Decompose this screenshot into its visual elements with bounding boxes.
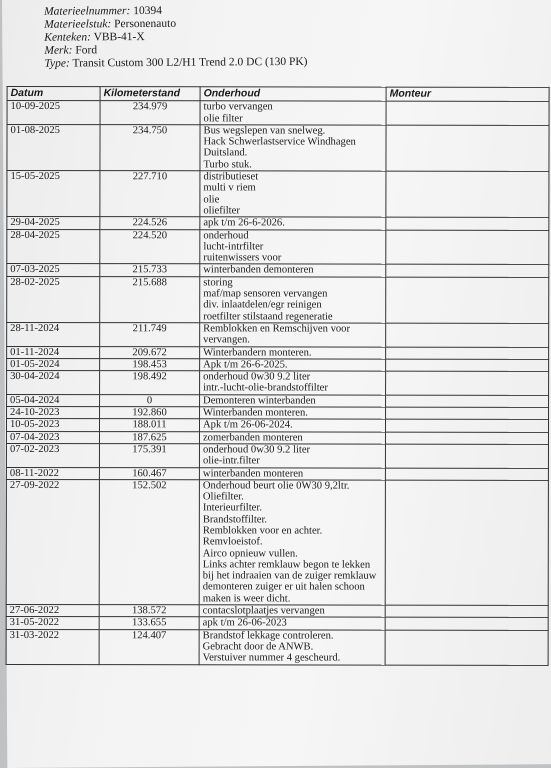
cell-monteur <box>386 171 549 217</box>
cell-onderhoud <box>200 229 386 264</box>
cell-monteur <box>386 125 549 171</box>
table-row <box>7 264 549 277</box>
cell-datum: 27-06-2022 <box>6 605 99 617</box>
onderhoud-line: olie-intr.filter <box>202 455 260 467</box>
cell-monteur <box>385 605 548 618</box>
cell-monteur <box>386 371 549 395</box>
cell-onderhoud <box>199 419 385 432</box>
onderhoud-line: Winterbanden monteren. <box>203 407 308 419</box>
cell-datum: 28-02-2025 <box>7 276 100 322</box>
merk-label: Merk: <box>44 44 73 57</box>
materieelstuk-label: Materieelstuk: <box>44 18 112 31</box>
table-row <box>7 346 549 359</box>
table-body <box>6 101 549 665</box>
table-row <box>7 124 549 171</box>
col-header-datum: Datum <box>7 86 100 100</box>
onderhoud-line: vervangen. <box>203 334 250 346</box>
cell-kilometerstand: 124.407 <box>99 629 199 664</box>
col-header-onderhoud: Onderhoud <box>200 87 386 102</box>
cell-monteur <box>386 323 549 347</box>
cell-datum: 29-04-2025 <box>7 217 100 229</box>
onderhoud-line: storing <box>203 277 233 289</box>
table-row <box>7 171 549 218</box>
maintenance-table-wrap <box>6 86 549 665</box>
type-label: Type: <box>44 57 70 70</box>
onderhoud-line: Apk t/m 26-06-2024. <box>202 419 293 431</box>
cell-monteur <box>385 617 548 630</box>
cell-onderhoud <box>200 395 386 408</box>
cell-monteur <box>385 480 548 606</box>
table-row <box>7 217 549 230</box>
cell-onderhoud <box>199 431 385 444</box>
cell-kilometerstand: 234.979 <box>100 101 200 125</box>
onderhoud-line: Brandstoffilter. <box>202 514 268 526</box>
type-row <box>44 56 307 71</box>
table-row <box>6 431 548 444</box>
onderhoud-line: multi v riem <box>203 182 256 194</box>
onderhoud-line: Bus wegslepen van snelweg. <box>203 125 326 137</box>
cell-datum: 31-05-2022 <box>6 617 99 629</box>
cell-datum: 28-04-2025 <box>7 229 100 264</box>
cell-datum: 15-05-2025 <box>7 171 100 217</box>
cell-monteur <box>386 347 549 360</box>
onderhoud-line: Brandstof lekkage controleren. <box>202 629 334 642</box>
cell-datum: 28-11-2024 <box>7 322 100 346</box>
cell-onderhoud <box>200 346 386 359</box>
cell-monteur <box>386 359 549 372</box>
cell-onderhoud <box>199 629 385 664</box>
cell-datum: 24-10-2023 <box>7 406 100 418</box>
document-page <box>2 0 551 768</box>
table-row <box>7 322 549 347</box>
cell-onderhoud <box>200 264 386 277</box>
onderhoud-line: Demonteren winterbanden <box>203 395 316 407</box>
materieelnummer-value: 10394 <box>133 4 162 18</box>
merk-value: Ford <box>75 44 98 57</box>
onderhoud-line: Oliefilter. <box>202 491 244 503</box>
onderhoud-line: Remvloeistof. <box>202 536 263 548</box>
onderhoud-line: Hack Schwerlastservice Windhagen <box>203 136 356 148</box>
cell-kilometerstand: 192.860 <box>100 407 200 419</box>
cell-kilometerstand: 209.672 <box>100 346 200 358</box>
onderhoud-line: maken is weer dicht. <box>202 593 291 605</box>
kenteken-label: Kenteken: <box>44 31 91 44</box>
cell-onderhoud <box>199 605 385 618</box>
cell-onderhoud <box>200 125 386 172</box>
col-header-monteur: Monteur <box>386 87 549 102</box>
cell-kilometerstand: 227.710 <box>100 171 200 217</box>
onderhoud-line: oliefilter <box>203 205 240 217</box>
cell-datum: 07-03-2025 <box>7 264 100 276</box>
table-row <box>7 406 549 419</box>
col-header-kilometerstand: Kilometerstand <box>100 87 200 101</box>
cell-onderhoud <box>199 444 385 468</box>
table-row <box>6 443 548 468</box>
onderhoud-line: Links achter remklauw begon te lekken <box>202 559 371 571</box>
table-row <box>6 479 548 605</box>
cell-onderhoud <box>199 467 385 480</box>
cell-monteur <box>386 407 549 420</box>
onderhoud-line: Airco opnieuw vullen. <box>202 547 298 560</box>
table-row <box>7 358 549 371</box>
cell-onderhoud <box>200 407 386 420</box>
onderhoud-line: apk t/m 26-6-2026. <box>203 217 285 229</box>
table-row <box>7 394 549 407</box>
materieelstuk-value: Personenauto <box>114 17 177 31</box>
cell-monteur <box>386 101 549 125</box>
onderhoud-line: ruitenwissers voor <box>203 252 282 264</box>
cell-datum: 07-04-2023 <box>6 431 99 443</box>
onderhoud-line: distributieset <box>203 171 259 183</box>
onderhoud-line: intr.-lucht-olie-brandstoffilter <box>203 382 328 394</box>
cell-kilometerstand: 187.625 <box>99 431 199 443</box>
cell-kilometerstand: 138.572 <box>99 605 199 617</box>
cell-kilometerstand: 133.655 <box>99 617 199 629</box>
cell-monteur <box>385 419 548 432</box>
onderhoud-line: lucht-intrfilter <box>203 241 264 253</box>
onderhoud-line: apk t/m 26-06-2023 <box>202 617 287 629</box>
cell-kilometerstand: 0 <box>100 394 200 406</box>
cell-monteur <box>386 265 549 278</box>
cell-onderhoud <box>200 359 386 372</box>
cell-datum: 08-11-2022 <box>6 467 99 479</box>
kenteken-value: VBB-41-X <box>93 31 145 44</box>
cell-monteur <box>386 217 549 230</box>
onderhoud-line: roetfilter stilstaand regeneratie <box>203 310 333 323</box>
onderhoud-line: Onderhoud beurt olie 0W30 9,2ltr. <box>202 480 350 492</box>
cell-monteur <box>386 277 549 323</box>
table-header-row <box>7 86 549 101</box>
cell-onderhoud <box>199 617 385 630</box>
onderhoud-line: contacslotplaatjes vervangen <box>202 605 325 617</box>
cell-kilometerstand: 224.526 <box>100 217 200 229</box>
onderhoud-line: demonteren zuiger er uit halen schoon <box>202 581 365 594</box>
onderhoud-line: onderhoud 0w30 9.2 liter <box>203 371 311 383</box>
cell-onderhoud <box>200 371 386 395</box>
cell-datum: 01-08-2025 <box>7 124 100 170</box>
cell-monteur <box>386 395 549 408</box>
cell-onderhoud <box>200 277 386 324</box>
cell-onderhoud <box>200 217 386 230</box>
onderhoud-line: Verstuiver nummer 4 gescheurd. <box>202 652 341 664</box>
vehicle-header <box>44 4 308 71</box>
cell-kilometerstand: 175.391 <box>99 444 199 468</box>
maintenance-table <box>6 86 550 665</box>
cell-onderhoud <box>200 323 386 347</box>
table-row <box>6 605 548 618</box>
onderhoud-line: winterbanden demonteren <box>203 264 314 276</box>
onderhoud-line: bij het indraaien van de zuiger remklauw <box>202 570 377 582</box>
cell-datum: 10-09-2025 <box>7 101 100 125</box>
table-row <box>6 617 548 630</box>
onderhoud-line: onderhoud <box>203 229 249 241</box>
cell-kilometerstand: 152.502 <box>99 479 199 604</box>
onderhoud-line: Interieurfilter. <box>202 502 262 514</box>
cell-kilometerstand: 198.453 <box>100 358 200 370</box>
cell-datum: 31-03-2022 <box>6 629 99 664</box>
onderhoud-line: div. inlaatdelen/egr reinigen <box>203 299 322 311</box>
onderhoud-line: Apk t/m 26-6-2025. <box>203 359 288 371</box>
table-row <box>7 276 549 323</box>
type-value: Transit Custom 300 L2/H1 Trend 2.0 DC (130 PK) <box>72 55 308 70</box>
cell-kilometerstand: 215.733 <box>100 264 200 276</box>
onderhoud-line: Remblokken en Remschijven voor <box>203 323 350 335</box>
onderhoud-line: Turbo stuk. <box>203 159 252 171</box>
table-row <box>6 467 548 480</box>
table-row <box>6 629 548 665</box>
onderhoud-line: turbo vervangen <box>203 101 273 113</box>
onderhoud-line: zomerbanden monteren <box>202 431 303 444</box>
cell-kilometerstand: 215.688 <box>100 276 200 322</box>
cell-datum: 01-11-2024 <box>7 346 100 358</box>
onderhoud-line: winterbanden monteren <box>202 467 304 479</box>
cell-kilometerstand: 224.520 <box>100 229 200 264</box>
onderhoud-line: olie <box>203 193 220 206</box>
cell-datum: 05-04-2024 <box>7 394 100 406</box>
onderhoud-line: Gebracht door de ANWB. <box>202 641 314 653</box>
cell-datum: 10-05-2023 <box>6 419 99 431</box>
cell-datum: 27-09-2022 <box>6 479 99 604</box>
materieelnummer-label: Materieelnummer: <box>44 5 131 18</box>
table-row <box>7 229 549 265</box>
onderhoud-line: maf/map sensoren vervangen <box>203 288 328 300</box>
cell-onderhoud <box>200 171 386 218</box>
onderhoud-line: Remblokken voor en achter. <box>202 525 323 537</box>
cell-monteur <box>385 468 548 481</box>
cell-kilometerstand: 198.492 <box>100 371 200 395</box>
table-row <box>7 371 549 396</box>
cell-datum: 07-02-2023 <box>6 443 99 467</box>
cell-monteur <box>385 444 548 468</box>
table-row <box>6 419 548 432</box>
onderhoud-line: Winterbandern monteren. <box>203 346 312 359</box>
onderhoud-line: Duitsland. <box>203 147 248 159</box>
cell-kilometerstand: 188.011 <box>99 419 199 431</box>
onderhoud-line: onderhoud 0w30 9.2 liter <box>202 444 311 456</box>
cell-onderhoud <box>200 101 386 125</box>
cell-onderhoud <box>199 480 385 606</box>
cell-kilometerstand: 234.750 <box>100 125 200 171</box>
cell-datum: 01-05-2024 <box>7 358 100 370</box>
cell-monteur <box>386 230 549 265</box>
cell-kilometerstand: 211.749 <box>100 323 200 347</box>
table-row <box>7 101 549 126</box>
cell-datum: 30-04-2024 <box>7 371 100 395</box>
onderhoud-line: olie filter <box>203 112 243 124</box>
cell-monteur <box>385 630 548 665</box>
cell-kilometerstand: 160.467 <box>99 467 199 479</box>
cell-monteur <box>385 432 548 445</box>
